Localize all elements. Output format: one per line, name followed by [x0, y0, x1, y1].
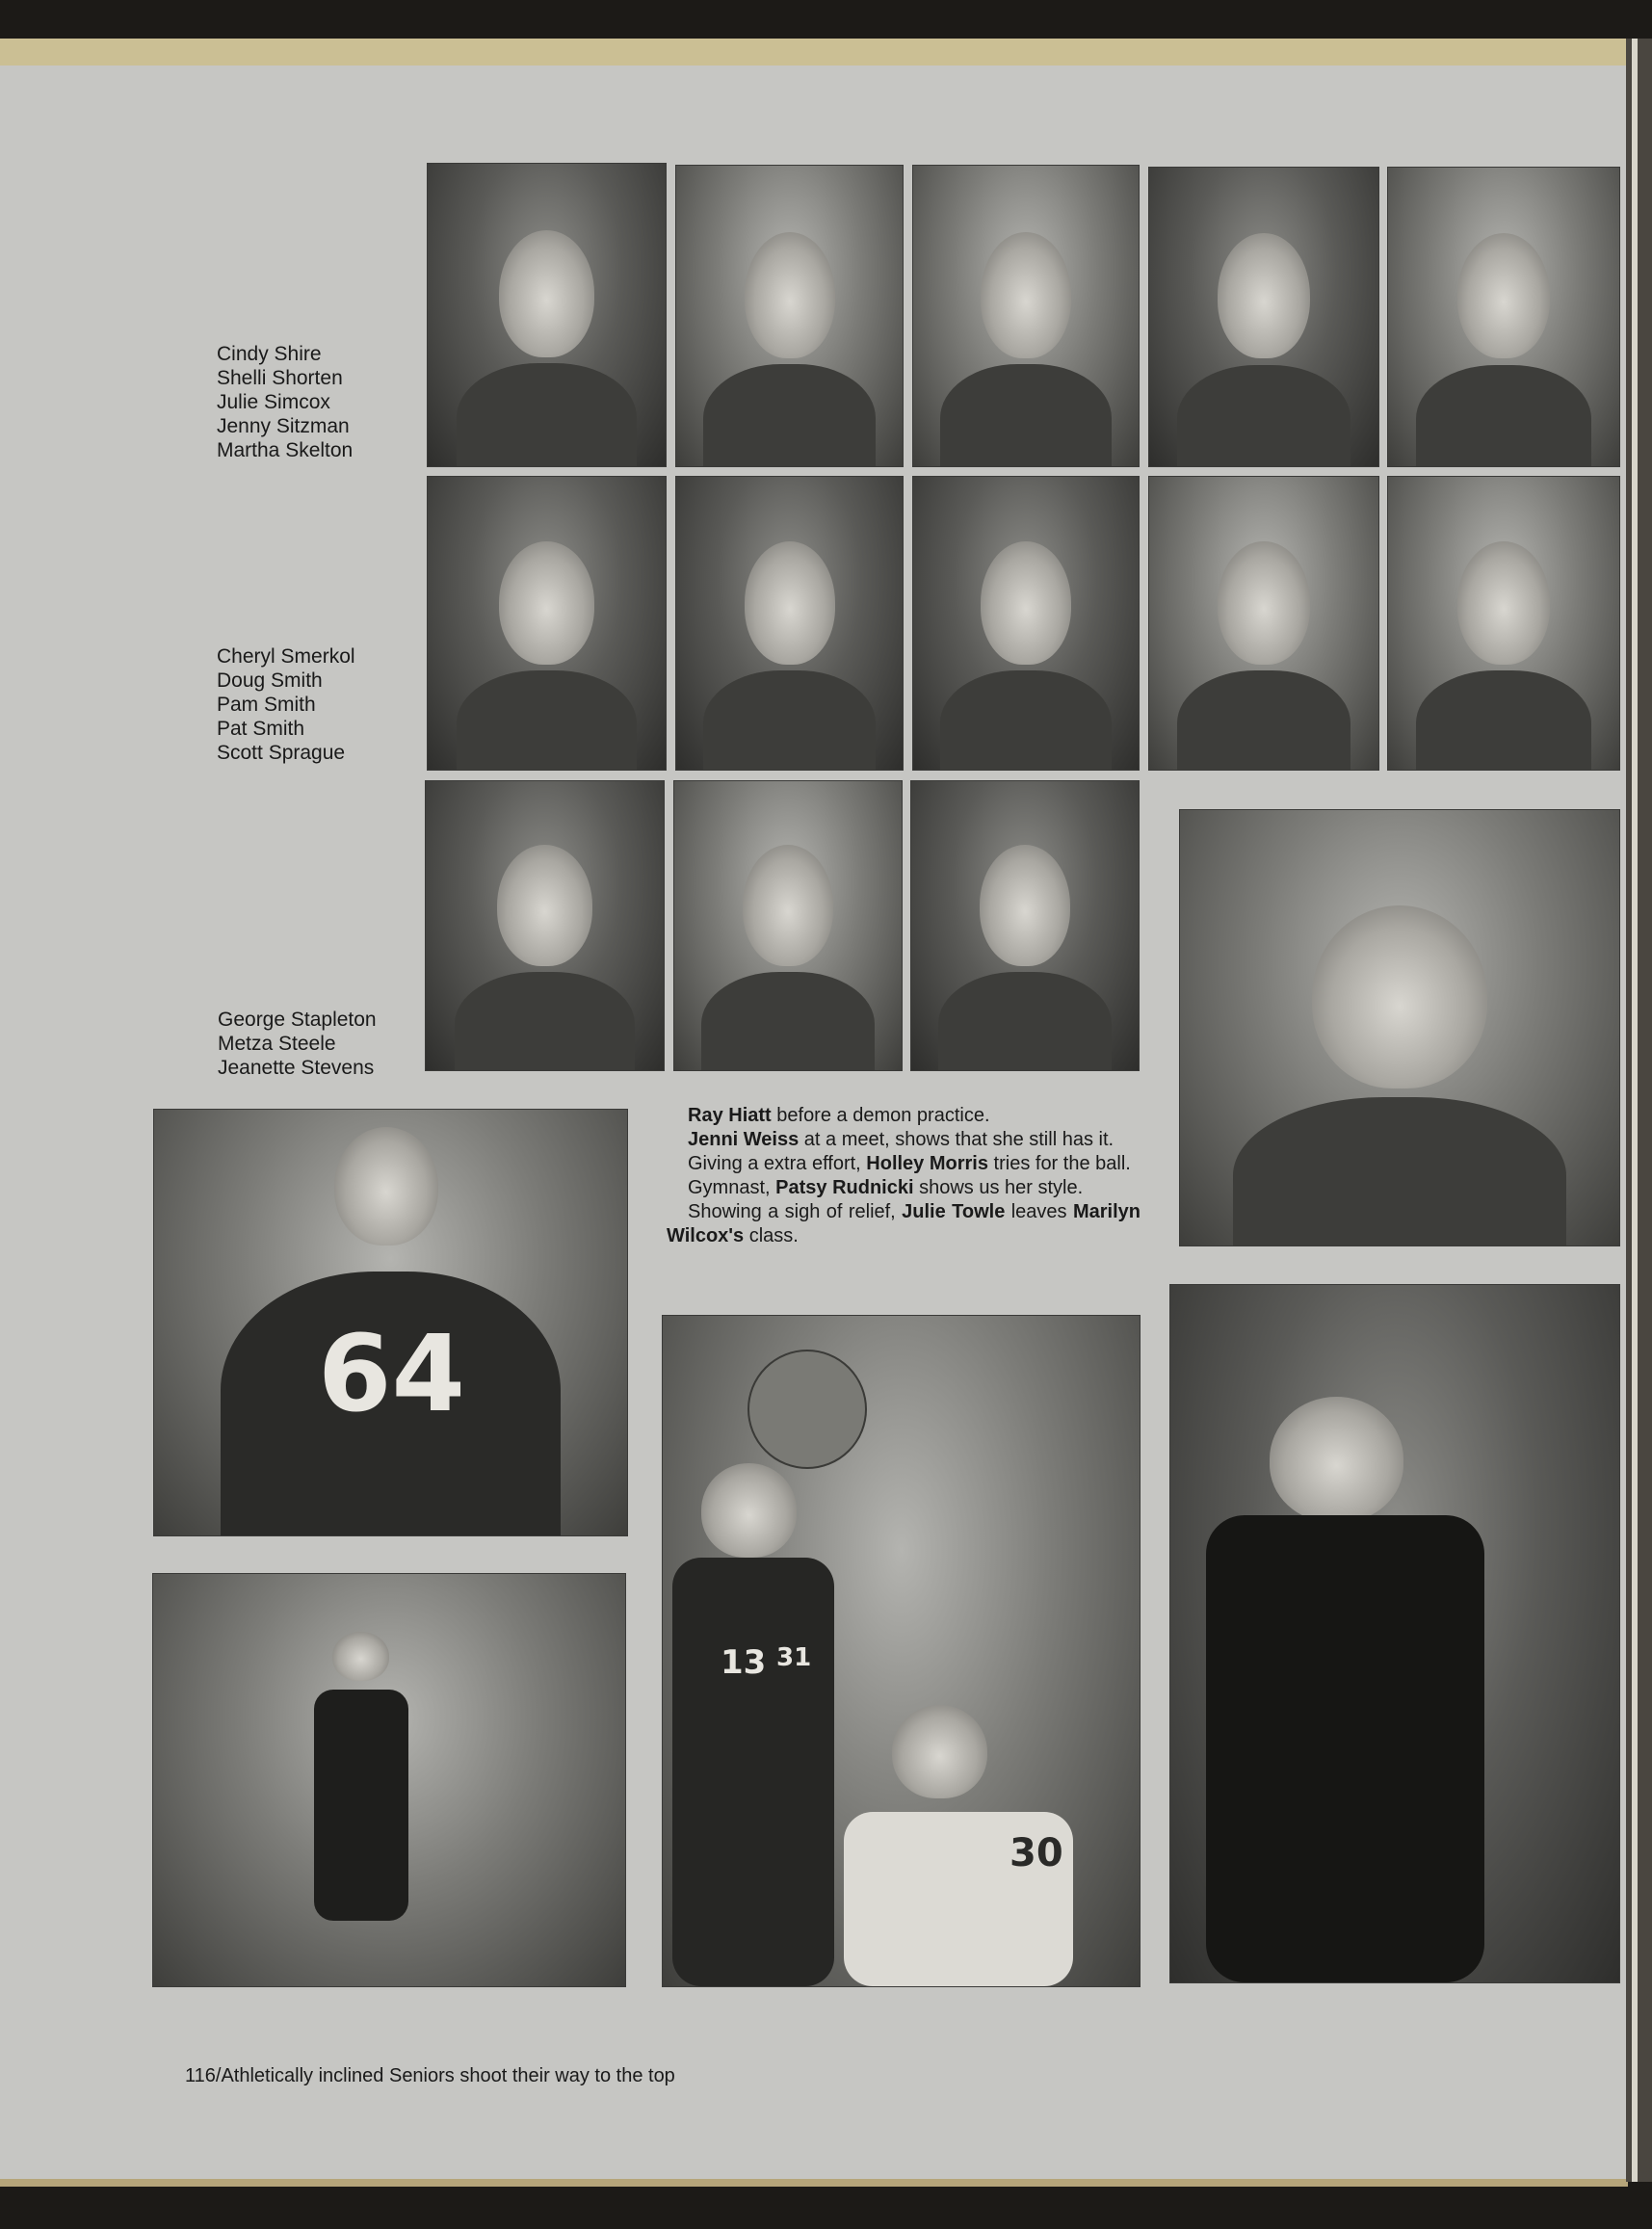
page-binding	[1626, 39, 1652, 2182]
candid-photo-portrait	[1179, 809, 1620, 1246]
caption-line: Showing a sigh of relief, Julie Towle leaves Marilyn Wilcox's class.	[667, 1201, 1141, 1246]
portrait-photo	[675, 476, 904, 771]
jersey-number: 30	[1010, 1831, 1063, 1875]
student-name: Martha Skelton	[217, 439, 354, 461]
page-top-edge	[0, 39, 1652, 67]
gymnast-outdoor-photo	[152, 1573, 626, 1987]
portrait-photo	[1148, 476, 1379, 771]
jersey-number: 31	[776, 1643, 812, 1672]
portrait-photo	[425, 780, 665, 1071]
caption-line: Ray Hiatt before a demon practice.	[688, 1105, 990, 1126]
page-footer: 116/Athletically inclined Seniors shoot their way to the top	[185, 2065, 675, 2086]
portrait-photo	[1148, 167, 1379, 467]
name-list-row-2	[217, 644, 355, 765]
student-name: Doug Smith	[217, 669, 323, 692]
student-name: Pam Smith	[217, 694, 316, 716]
portrait-photo	[910, 780, 1140, 1071]
portrait-photo	[427, 476, 667, 771]
portrait-photo	[427, 163, 667, 467]
caption-line: Gymnast, Patsy Rudnicki shows us her style.	[688, 1177, 1084, 1198]
student-name: Jeanette Stevens	[218, 1057, 375, 1079]
jersey-number: 64	[318, 1312, 466, 1435]
name-list-row-1	[217, 342, 353, 462]
student-name: Cheryl Smerkol	[217, 645, 355, 668]
student-name: Metza Steele	[218, 1033, 336, 1055]
football-player-photo	[153, 1109, 628, 1536]
portrait-photo	[675, 165, 904, 467]
name-list-row-3	[218, 1008, 377, 1080]
portrait-photo	[912, 476, 1140, 771]
student-name: Scott Sprague	[217, 742, 346, 764]
basketball-game-photo	[662, 1315, 1141, 1987]
photo-caption	[667, 1104, 1141, 1248]
caption-line: Jenni Weiss at a meet, shows that she still has it.	[688, 1129, 1114, 1150]
student-name: Cindy Shire	[217, 343, 322, 365]
caption-line: Giving a extra effort, Holley Morris tries for the ball.	[688, 1153, 1131, 1174]
student-name: George Stapleton	[218, 1009, 377, 1031]
portrait-photo	[1387, 476, 1620, 771]
portrait-photo	[673, 780, 903, 1071]
student-name: Pat Smith	[217, 718, 305, 740]
basketball-icon	[747, 1350, 867, 1469]
gymnast-indoor-photo	[1169, 1284, 1620, 1983]
student-name: Shelli Shorten	[217, 367, 343, 389]
jersey-number: 13	[721, 1643, 767, 1682]
student-name: Jenny Sitzman	[217, 415, 350, 437]
portrait-photo	[1387, 167, 1620, 467]
student-name: Julie Simcox	[217, 391, 330, 413]
page-bottom-edge	[0, 2179, 1628, 2187]
portrait-photo	[912, 165, 1140, 467]
